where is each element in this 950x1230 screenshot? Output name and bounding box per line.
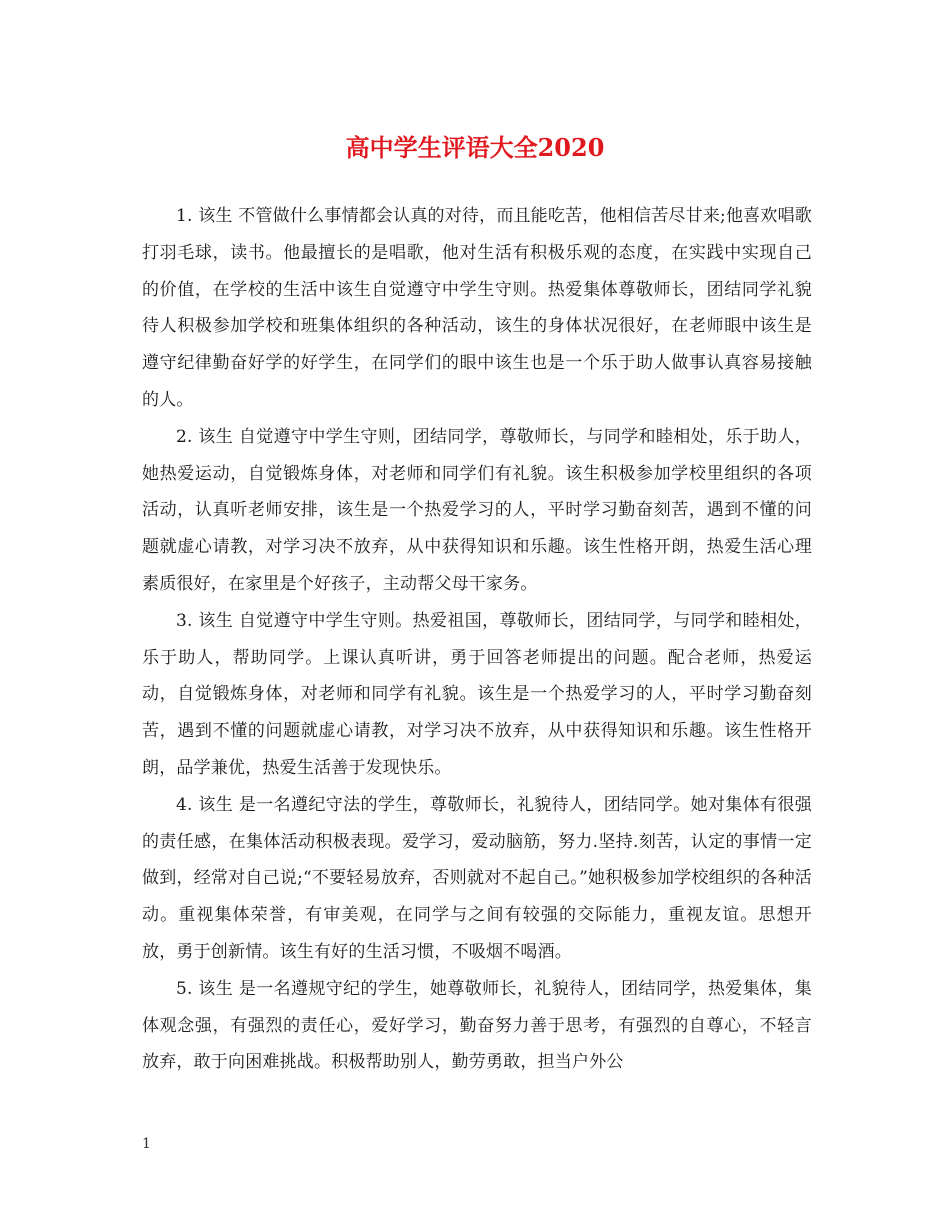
paragraph-5: 5. 该生 是一名遵规守纪的学生，她尊敬师长，礼貌待人，团结同学，热爱集体，集体观念强，有强烈的责任心，爱好学习，勤奋努力善于思考，有强烈的自尊心，不轻言放弃，敢于向困难挑战。积极帮助别人，勤劳勇敢，担当户外公 — [142, 978, 812, 1073]
paragraph-4: 4. 该生 是一名遵纪守法的学生，尊敬师长，礼貌待人，团结同学。她对集体有很强的责任感，在集体活动积极表现。爱学习，爱动脑筋，努力.坚持.刻苦，认定的事情一定做到，经常对自己说;“不要轻易放弃，否则就对不起自己。”她积极参加学校组织的各种活动。重视集体荣誉，有审美观，在同学与之间有较强的交际能力，重视友谊。思想开放，勇于创新情。该生有好的生活习惯，不吸烟不喝酒。 — [142, 794, 812, 962]
page-number: 1 — [142, 1136, 151, 1152]
paragraph-2: 2. 该生 自觉遵守中学生守则，团结同学，尊敬师长，与同学和睦相处，乐于助人，她热爱运动，自觉锻炼身体，对老师和同学们有礼貌。该生积极参加学校里组织的各项活动，认真听老师安排，该生是一个热爱学习的人，平时学习勤奋刻苦，遇到不懂的问题就虚心请教，对学习决不放弃，从中获得知识和乐趣。该生性格开朗，热爱生活心理素质很好，在家里是个好孩子，主动帮父母干家务。 — [142, 426, 812, 594]
paragraph-3: 3. 该生 自觉遵守中学生守则。热爱祖国，尊敬师长，团结同学，与同学和睦相处，乐于助人，帮助同学。上课认真听讲，勇于回答老师提出的问题。配合老师，热爱运动，自觉锻炼身体，对老师和同学有礼貌。该生是一个热爱学习的人，平时学习勤奋刻苦，遇到不懂的问题就虚心请教，对学习决不放弃，从中获得知识和乐趣。该生性格开朗，品学兼优，热爱生活善于发现快乐。 — [142, 610, 812, 778]
paragraph-1: 1. 该生 不管做什么事情都会认真的对待，而且能吃苦，他相信苦尽甘来;他喜欢唱歌打羽毛球，读书。他最擅长的是唱歌，他对生活有积极乐观的态度，在实践中实现自己的价值，在学校的生活中该生自觉遵守中学生守则。热爱集体尊敬师长，团结同学礼貌待人积极参加学校和班集体组织的各种活动，该生的身体状况很好，在老师眼中该生是遵守纪律勤奋好学的好学生，在同学们的眼中该生也是一个乐于助人做事认真容易接触的人。 — [142, 206, 812, 410]
document-body — [142, 198, 812, 1081]
document-title: 高中学生评语大全2020 — [345, 133, 605, 162]
